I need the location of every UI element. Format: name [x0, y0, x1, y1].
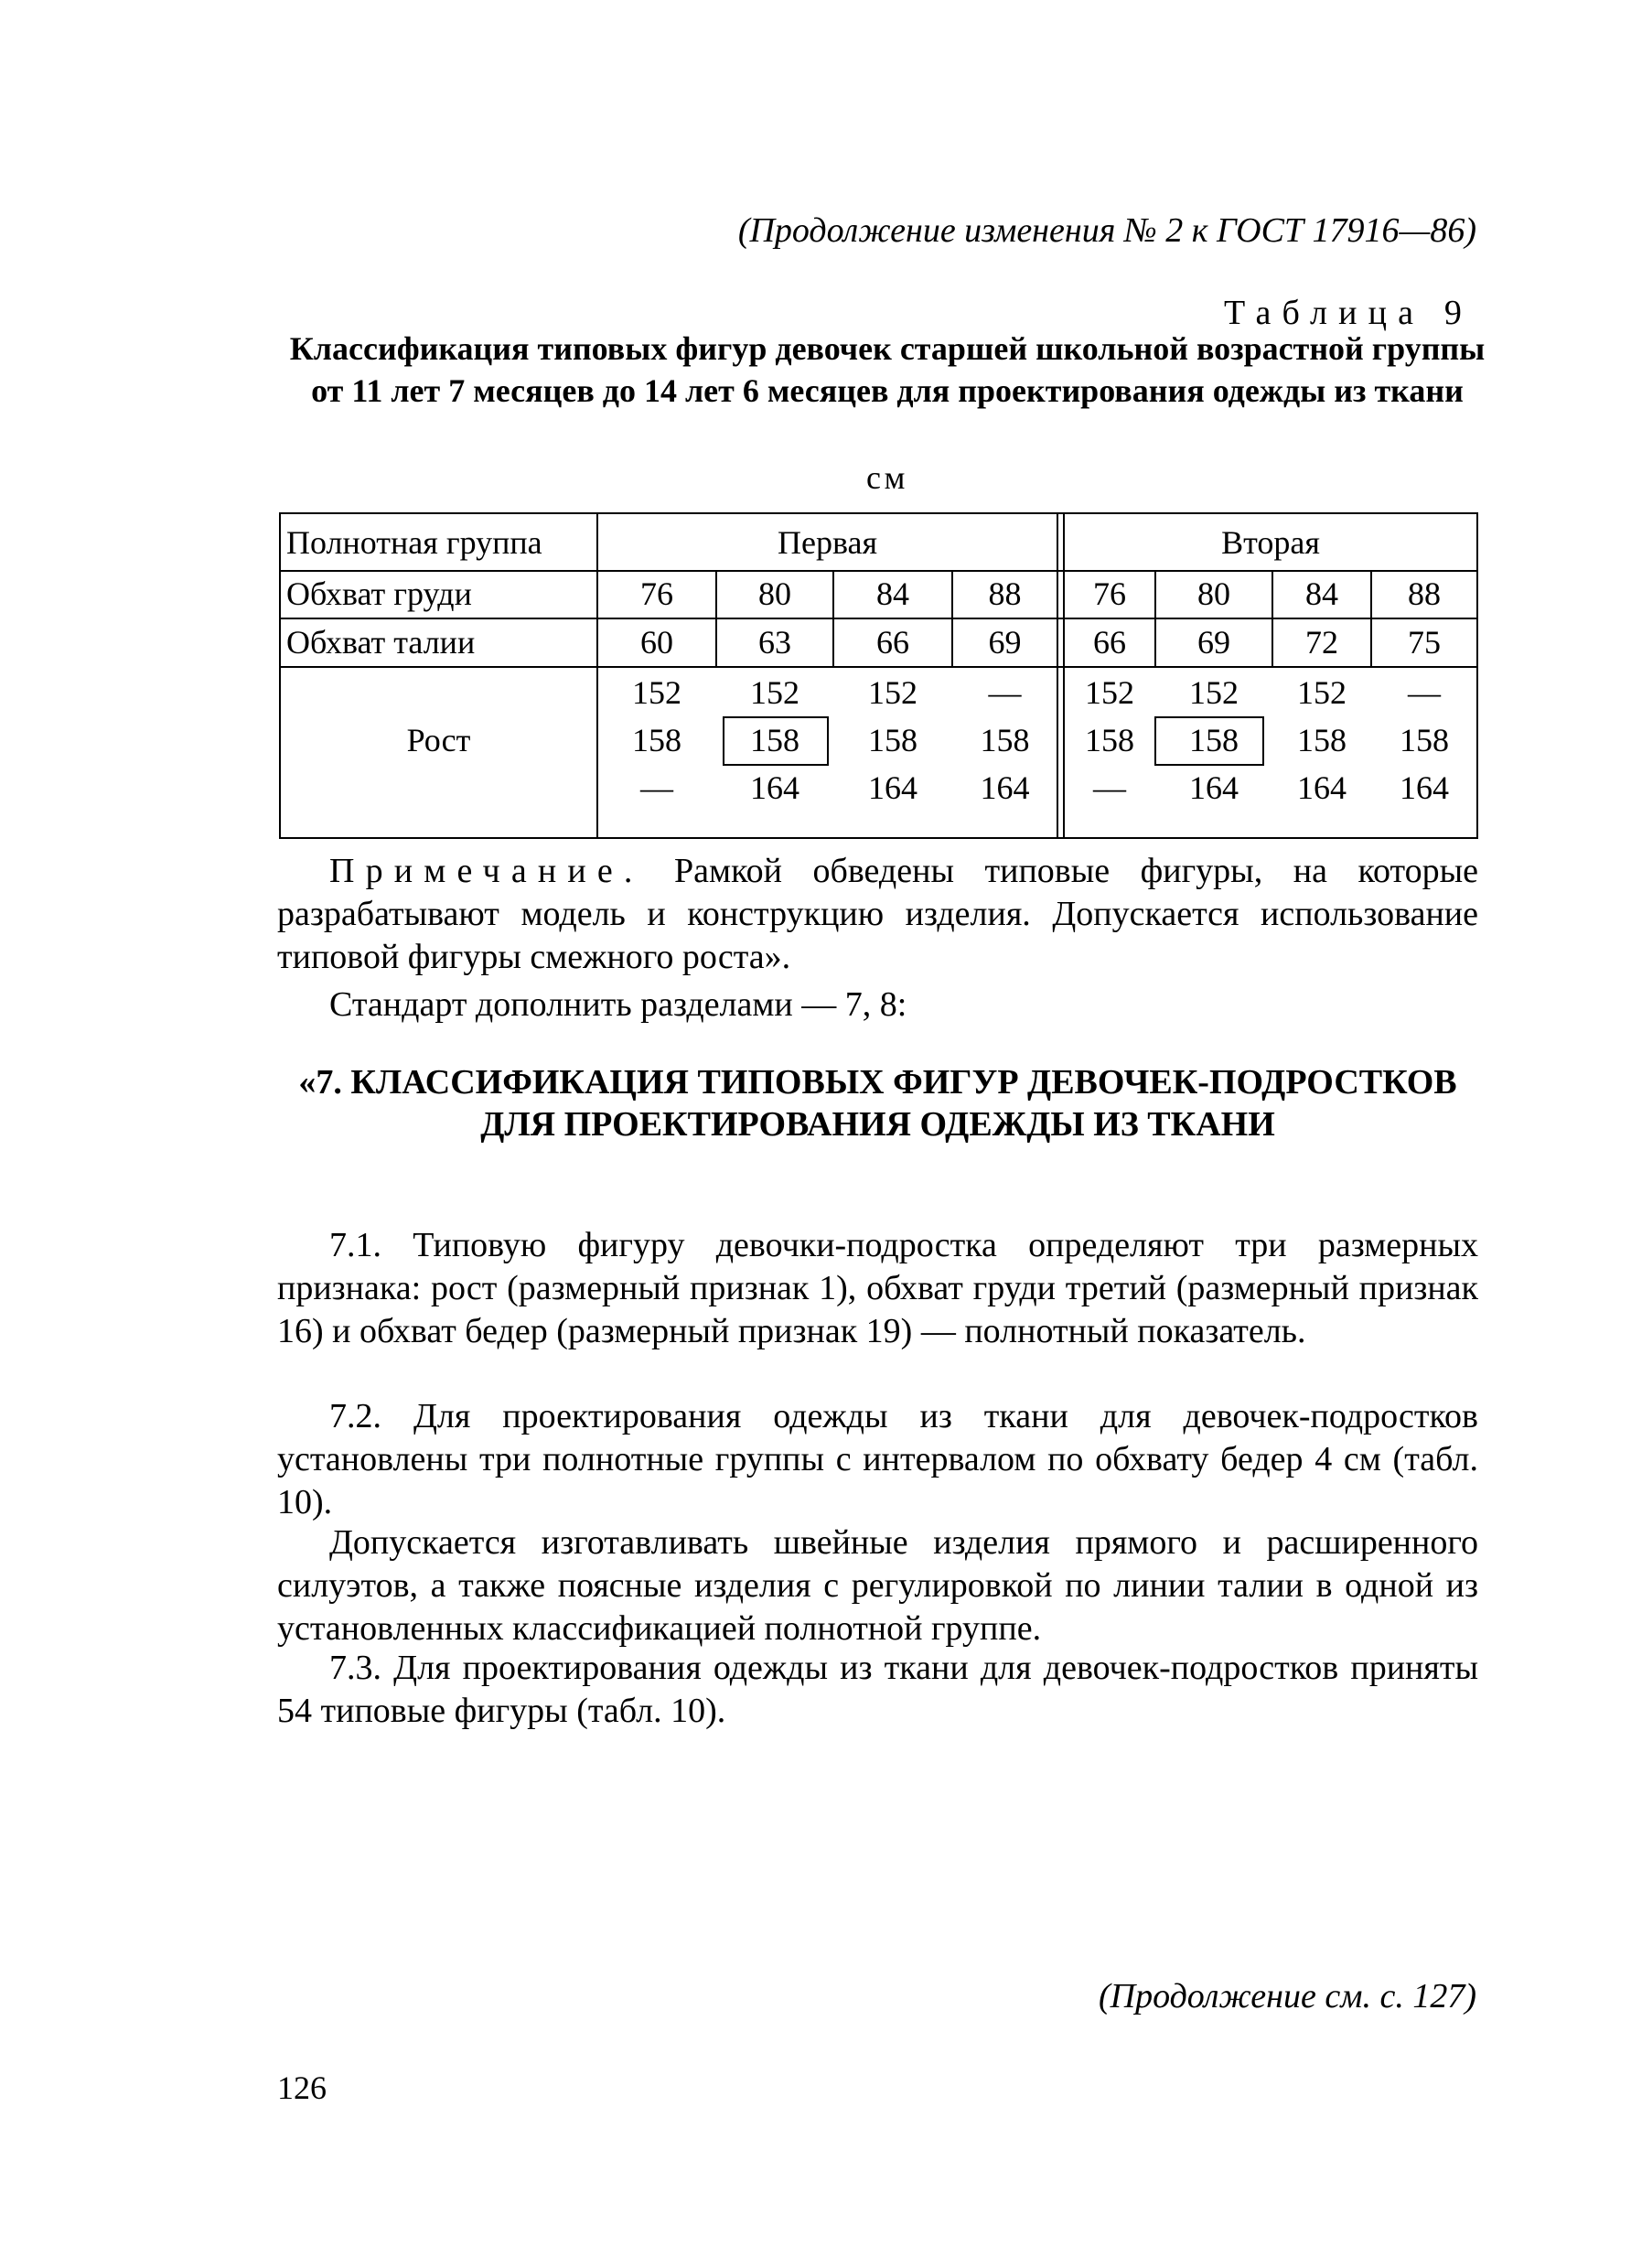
waist-label: Обхват талии — [286, 624, 476, 661]
waist-value: 60 — [640, 624, 673, 661]
group-first: Первая — [777, 524, 878, 561]
waist-value: 63 — [758, 624, 791, 661]
chest-value: 84 — [1305, 575, 1338, 612]
height-value: 158 — [1400, 722, 1449, 758]
table-title: Классификация типовых фигур девочек старшей школьной возрастной группы от 11 лет 7 месяцев до 14 лет 6 месяцев для проектирования одежды из ткани — [289, 330, 1486, 409]
addition-line: Стандарт дополнить разделами — 7, 8: — [329, 985, 907, 1024]
page-number: 126 — [277, 2069, 327, 2106]
group-second: Вторая — [1221, 524, 1320, 561]
continuation-note: (Продолжение см. с. 127) — [1098, 1977, 1476, 2015]
height-value: 158 — [632, 722, 681, 758]
height-value: 152 — [868, 674, 917, 711]
height-value-framed: 158 — [1189, 722, 1239, 758]
typical-figure-frame — [723, 716, 829, 766]
paragraph-allowance: Допускается изготавливать швейные изделия прямого и расширенного силуэтов, а также поясные изделия с регулировкой по линии талии в одной из установленных классификацией полнотной группе. — [277, 1523, 1478, 1648]
height-value-framed: 158 — [750, 722, 799, 758]
height-value: 158 — [1297, 722, 1347, 758]
height-value: 164 — [980, 769, 1030, 806]
height-value: — — [1408, 674, 1441, 711]
chest-value: 84 — [876, 575, 909, 612]
chest-value: 88 — [988, 575, 1022, 612]
height-value: 164 — [1297, 769, 1347, 806]
waist-value: 69 — [1197, 624, 1230, 661]
note-text: Рамкой обведены типовые фигуры, на которые разрабатывают модель и конструкцию изделия. Допускается использование типовой фигуры смежного роста». — [277, 852, 1478, 976]
table-note — [277, 850, 1478, 979]
height-value: 164 — [1400, 769, 1449, 806]
waist-value: 66 — [876, 624, 909, 661]
height-value: 158 — [1085, 722, 1134, 758]
waist-value: 72 — [1305, 624, 1338, 661]
height-value: — — [640, 769, 673, 806]
height-value: 152 — [1189, 674, 1239, 711]
height-label: Рост — [406, 722, 471, 758]
height-value: 152 — [750, 674, 799, 711]
table-number: Таблица 9 — [1224, 294, 1473, 332]
height-value: — — [1093, 769, 1126, 806]
height-value: — — [988, 674, 1022, 711]
paragraph-7-1: 7.1. Типовую фигуру девочки-подростка определяют три размерных признака: рост (размерный признак 1), обхват груди третий (размерный признак 16) и обхват бедер (размерный признак 19) — полнотный показатель. — [277, 1226, 1478, 1350]
height-value: 152 — [632, 674, 681, 711]
paragraph-7-2: 7.2. Для проектирования одежды из ткани для девочек-подростков установлены три полнотные группы с интервалом по обхвату бедер 4 см (табл. 10). — [277, 1397, 1478, 1521]
chest-value: 80 — [1197, 575, 1230, 612]
note-label: Примечание. — [329, 852, 644, 890]
chest-value: 80 — [758, 575, 791, 612]
table-unit: см — [866, 459, 908, 496]
height-value: 164 — [868, 769, 917, 806]
typical-figure-frame — [1154, 716, 1264, 766]
height-value: 158 — [868, 722, 917, 758]
waist-value: 75 — [1408, 624, 1441, 661]
height-value: 152 — [1297, 674, 1347, 711]
classification-table — [279, 512, 1478, 839]
chest-value: 88 — [1408, 575, 1441, 612]
group-label: Полнотная группа — [286, 524, 542, 561]
chest-label: Обхват груди — [286, 575, 472, 612]
height-value: 164 — [750, 769, 799, 806]
waist-value: 66 — [1093, 624, 1126, 661]
chest-value: 76 — [1093, 575, 1126, 612]
section-title: «7. КЛАССИФИКАЦИЯ ТИПОВЫХ ФИГУР ДЕВОЧЕК-ПОДРОСТКОВ ДЛЯ ПРОЕКТИРОВАНИЯ ОДЕЖДЫ ИЗ ТКАНИ — [298, 1063, 1457, 1144]
page-header: (Продолжение изменения № 2 к ГОСТ 17916—86) — [737, 211, 1476, 250]
chest-value: 76 — [640, 575, 673, 612]
paragraph-7-3: 7.3. Для проектирования одежды из ткани для девочек-подростков приняты 54 типовые фигуры (табл. 10). — [277, 1649, 1478, 1730]
height-value: 152 — [1085, 674, 1134, 711]
waist-value: 69 — [988, 624, 1022, 661]
height-value: 164 — [1189, 769, 1239, 806]
height-value: 158 — [980, 722, 1030, 758]
